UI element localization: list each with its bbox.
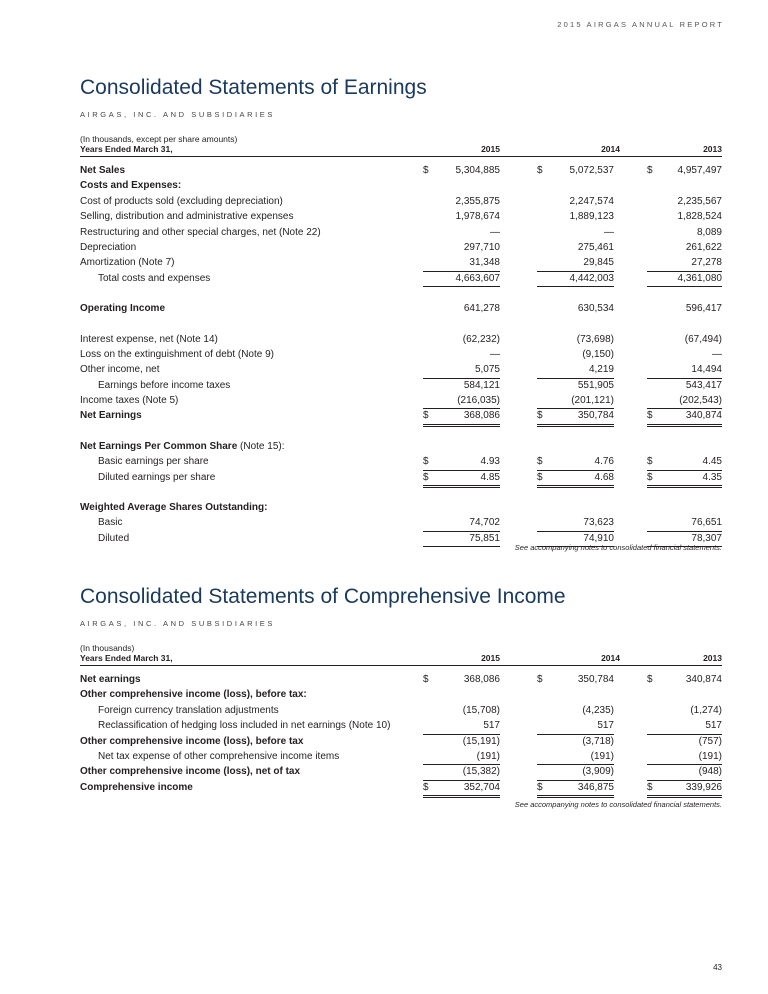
dollar-sign: $	[423, 165, 429, 176]
value-cell	[647, 194, 722, 209]
value-cell	[423, 255, 500, 271]
value-cell	[647, 362, 722, 378]
value-cell	[647, 255, 722, 271]
value-number: (9,150)	[582, 348, 614, 360]
value-number: 1,828,524	[677, 211, 722, 223]
diluted-eps-row	[80, 470, 722, 485]
value-number: 2,355,875	[455, 195, 500, 207]
value-cell	[423, 209, 500, 224]
value-cell	[537, 347, 614, 362]
year-2015: 2015	[481, 653, 500, 663]
value-number: 5,075	[474, 364, 500, 376]
income-taxes-row	[80, 393, 722, 408]
row-label: Selling, distribution and administrative expenses	[80, 211, 294, 223]
earnings-note: See accompanying notes to consolidated financial statements.	[514, 543, 722, 552]
value-number: 641,278	[463, 303, 500, 315]
value-number: 4.85	[480, 471, 500, 483]
value-number: 352,704	[463, 781, 500, 793]
value-number: (191)	[476, 750, 500, 762]
hedging-row	[80, 718, 722, 733]
value-number: —	[604, 226, 614, 238]
value-cell	[423, 271, 500, 287]
row-label: Interest expense, net (Note 14)	[80, 333, 218, 345]
oci-header-row	[80, 687, 722, 702]
comprehensive-rows	[80, 672, 722, 795]
ci-net-earnings-row	[80, 672, 722, 687]
value-number: 31,348	[469, 257, 500, 269]
total-costs-row	[80, 271, 722, 286]
value-cell	[423, 408, 500, 426]
row-label: Operating Income	[80, 303, 166, 315]
value-cell	[647, 271, 722, 287]
value-number: 297,710	[463, 241, 500, 253]
value-number: 350,784	[577, 410, 614, 422]
row-label: Amortization (Note 7)	[80, 257, 175, 269]
dollar-sign: $	[537, 781, 543, 793]
row-label: Basic earnings per share	[98, 456, 209, 468]
value-cell	[537, 255, 614, 271]
value-cell	[423, 225, 500, 240]
value-number: 27,278	[691, 257, 722, 269]
value-number: 8,089	[696, 226, 722, 238]
ebt-row	[80, 378, 722, 393]
row-label: Net earnings	[80, 674, 141, 685]
value-cell	[423, 734, 500, 749]
value-cell	[423, 393, 500, 409]
value-cell	[647, 240, 722, 255]
value-cell	[647, 408, 722, 426]
value-number: 1,978,674	[455, 211, 500, 223]
value-cell	[423, 163, 500, 178]
dollar-sign: $	[423, 781, 429, 793]
earnings-rows	[80, 163, 722, 546]
value-cell	[537, 301, 614, 316]
value-number: 14,494	[691, 364, 722, 376]
value-number: 261,622	[685, 241, 722, 253]
value-cell	[537, 408, 614, 426]
shares-header-row	[80, 500, 722, 515]
value-cell	[647, 718, 722, 734]
value-number: 584,121	[463, 379, 500, 391]
value-cell	[537, 749, 614, 765]
row-label: Depreciation	[80, 241, 137, 253]
selling-row	[80, 209, 722, 224]
years-label: Years Ended March 31,	[80, 653, 173, 663]
row-label: Comprehensive income	[80, 781, 193, 793]
value-cell	[647, 734, 722, 749]
value-number: (1,274)	[690, 704, 722, 716]
value-cell	[647, 780, 722, 798]
eps-header-bold: Net Earnings Per Common Share	[80, 440, 238, 452]
value-number: (4,235)	[582, 704, 614, 716]
earnings-column-header	[80, 144, 722, 157]
year-2013: 2013	[703, 653, 722, 663]
row-label: Other comprehensive income (loss), net of tax	[80, 766, 301, 778]
value-number: 4,957,497	[677, 165, 722, 176]
value-number: (15,191)	[462, 735, 500, 747]
row-label: Restructuring and other special charges, net (Note 22)	[80, 226, 321, 238]
value-number: 75,851	[469, 532, 500, 544]
value-cell	[537, 764, 614, 780]
value-number: 350,784	[577, 674, 614, 685]
value-cell	[647, 301, 722, 316]
year-2014: 2014	[601, 653, 620, 663]
row-label: Weighted Average Shares Outstanding:	[80, 502, 268, 514]
value-number: 543,417	[685, 379, 722, 391]
comprehensive-column-header	[80, 653, 722, 666]
dollar-sign: $	[537, 410, 543, 422]
year-2015: 2015	[481, 144, 500, 154]
value-number: (73,698)	[576, 333, 614, 345]
value-number: (201,121)	[571, 395, 614, 407]
value-number: 2,247,574	[569, 195, 614, 207]
row-label: Income taxes (Note 5)	[80, 395, 179, 407]
year-2013: 2013	[703, 144, 722, 154]
value-number: (202,543)	[679, 395, 722, 407]
value-number: 4,219	[588, 364, 614, 376]
value-cell	[537, 393, 614, 409]
row-label: Costs and Expenses:	[80, 180, 182, 192]
value-number: 368,086	[463, 674, 500, 685]
dollar-sign: $	[423, 410, 429, 422]
row-label: Net Earnings	[80, 410, 142, 422]
dollar-sign: $	[537, 674, 543, 685]
value-number: 275,461	[577, 241, 614, 253]
earnings-subtitle: AIRGAS, INC. AND SUBSIDIARIES	[80, 110, 276, 119]
tax-expense-row	[80, 749, 722, 764]
restructuring-row	[80, 225, 722, 240]
value-number: (3,909)	[582, 766, 614, 778]
row-label	[80, 439, 285, 454]
row-label: Foreign currency translation adjustments	[98, 704, 279, 716]
dollar-sign: $	[647, 674, 653, 685]
value-number: 517	[483, 720, 500, 732]
dollar-sign: $	[647, 410, 653, 422]
value-cell	[537, 378, 614, 393]
value-cell	[647, 454, 722, 470]
value-cell	[537, 225, 614, 240]
value-cell	[647, 163, 722, 178]
value-cell	[423, 749, 500, 765]
row-label: Basic	[98, 517, 123, 529]
interest-row	[80, 332, 722, 347]
value-cell	[423, 378, 500, 393]
dollar-sign: $	[537, 165, 543, 176]
fx-row	[80, 703, 722, 718]
value-cell	[423, 718, 500, 734]
basic-shares-row	[80, 515, 722, 530]
value-number: —	[490, 226, 500, 238]
value-cell	[537, 703, 614, 718]
value-number: (15,708)	[462, 704, 500, 716]
value-number: 340,874	[685, 674, 722, 685]
value-number: 4.93	[480, 456, 500, 468]
value-number: (191)	[698, 750, 722, 762]
eps-header-row	[80, 439, 722, 454]
earnings-title: Consolidated Statements of Earnings	[80, 76, 427, 99]
value-number: 74,910	[583, 532, 614, 544]
dollar-sign: $	[537, 456, 543, 468]
value-cell	[647, 209, 722, 224]
comprehensive-note: See accompanying notes to consolidated financial statements.	[514, 800, 722, 809]
value-number: 74,702	[469, 517, 500, 529]
value-cell	[423, 194, 500, 209]
value-cell	[423, 470, 500, 488]
net-earnings-row	[80, 408, 722, 423]
value-number: (757)	[698, 735, 722, 747]
value-number: 340,874	[685, 410, 722, 422]
oci-before-tax-row	[80, 734, 722, 749]
value-cell	[647, 470, 722, 488]
value-number: 1,889,123	[569, 211, 614, 223]
row-label: Diluted earnings per share	[98, 471, 216, 483]
value-cell	[423, 362, 500, 378]
value-number: 517	[705, 720, 722, 732]
value-number: 5,072,537	[569, 165, 614, 176]
costs-header-row	[80, 178, 722, 193]
value-cell	[647, 703, 722, 718]
value-number: 29,845	[583, 257, 614, 269]
value-cell	[647, 764, 722, 780]
comprehensive-title: Consolidated Statements of Comprehensive Income	[80, 585, 566, 608]
value-cell	[537, 332, 614, 347]
value-number: (191)	[590, 750, 614, 762]
value-number: (948)	[698, 766, 722, 778]
row-label: Loss on the extinguishment of debt (Note 9)	[80, 348, 275, 360]
comprehensive-statement	[80, 585, 722, 795]
value-number: 4,663,607	[455, 272, 500, 284]
dollar-sign: $	[647, 781, 653, 793]
value-cell	[423, 764, 500, 780]
value-number: 551,905	[577, 379, 614, 391]
row-label: Other income, net	[80, 364, 160, 376]
operating-income-row	[80, 301, 722, 316]
value-number: 4,442,003	[569, 272, 614, 284]
value-cell	[537, 240, 614, 255]
dollar-sign: $	[647, 471, 653, 483]
row-label: Net tax expense of other comprehensive income items	[98, 750, 340, 762]
value-cell	[537, 515, 614, 531]
value-number: 2,235,567	[677, 195, 722, 207]
value-cell	[537, 271, 614, 287]
value-number: 78,307	[691, 532, 722, 544]
value-number: 4,361,080	[677, 272, 722, 284]
row-label: Net Sales	[80, 165, 126, 176]
value-cell	[647, 393, 722, 409]
value-number: (15,382)	[462, 766, 500, 778]
comprehensive-units: (In thousands)	[80, 643, 135, 653]
value-number: 630,534	[577, 303, 614, 315]
dollar-sign: $	[647, 456, 653, 468]
eps-header-rest: (Note 15):	[237, 440, 285, 452]
value-cell	[423, 332, 500, 347]
value-cell	[537, 718, 614, 734]
value-number: (62,232)	[462, 333, 500, 345]
row-label: Other comprehensive income (loss), before tax:	[80, 689, 307, 701]
value-cell	[423, 531, 500, 547]
value-number: (216,035)	[457, 395, 500, 407]
row-label: Other comprehensive income (loss), before tax	[80, 735, 304, 747]
oci-net-row	[80, 764, 722, 779]
amortization-row	[80, 255, 722, 270]
value-number: 4.35	[702, 471, 722, 483]
value-cell	[537, 362, 614, 378]
value-cell	[423, 240, 500, 255]
row-label: Total costs and expenses	[98, 272, 211, 284]
dollar-sign: $	[423, 674, 429, 685]
value-cell	[647, 347, 722, 362]
cost-of-products-row	[80, 194, 722, 209]
value-cell	[647, 378, 722, 393]
value-cell	[647, 332, 722, 347]
value-cell	[647, 515, 722, 531]
value-cell	[537, 672, 614, 687]
value-cell	[537, 454, 614, 470]
row-label: Diluted	[98, 532, 130, 544]
value-cell	[537, 734, 614, 749]
value-number: 4.76	[594, 456, 614, 468]
row-label: Earnings before income taxes	[98, 379, 231, 391]
loss-debt-row	[80, 347, 722, 362]
basic-eps-row	[80, 454, 722, 469]
value-number: (67,494)	[684, 333, 722, 345]
earnings-statement	[80, 76, 722, 546]
value-cell	[423, 703, 500, 718]
row-label: Cost of products sold (excluding depreciation)	[80, 195, 283, 207]
years-label: Years Ended March 31,	[80, 144, 173, 154]
value-cell	[423, 454, 500, 470]
earnings-units: (In thousands, except per share amounts)	[80, 134, 238, 144]
value-number: 76,651	[691, 517, 722, 529]
net-sales-row	[80, 163, 722, 178]
report-header: 2015 AIRGAS ANNUAL REPORT	[557, 20, 724, 29]
value-cell	[423, 672, 500, 687]
value-number: 4.45	[702, 456, 722, 468]
value-number: 346,875	[577, 781, 614, 793]
comprehensive-subtitle: AIRGAS, INC. AND SUBSIDIARIES	[80, 619, 276, 628]
value-cell	[537, 780, 614, 798]
value-cell	[423, 301, 500, 316]
value-cell	[537, 163, 614, 178]
value-cell	[537, 209, 614, 224]
dollar-sign: $	[537, 471, 543, 483]
value-cell	[423, 780, 500, 798]
year-2014: 2014	[601, 144, 620, 154]
value-number: 368,086	[463, 410, 500, 422]
value-number: 517	[597, 720, 614, 732]
page-number: 43	[713, 963, 722, 972]
value-number: 596,417	[685, 303, 722, 315]
value-cell	[647, 749, 722, 765]
value-number: —	[490, 348, 500, 360]
value-cell	[423, 347, 500, 362]
value-number: 4.68	[594, 471, 614, 483]
dollar-sign: $	[423, 471, 429, 483]
row-label: Reclassification of hedging loss included in net earnings (Note 10)	[98, 720, 391, 732]
value-cell	[537, 470, 614, 488]
value-cell	[537, 194, 614, 209]
value-number: 5,304,885	[455, 165, 500, 176]
depreciation-row	[80, 240, 722, 255]
dollar-sign: $	[423, 456, 429, 468]
value-number: (3,718)	[582, 735, 614, 747]
other-income-row	[80, 362, 722, 377]
value-number: 73,623	[583, 517, 614, 529]
value-cell	[647, 225, 722, 240]
comprehensive-income-row	[80, 780, 722, 795]
value-number: —	[712, 348, 722, 360]
value-cell	[647, 672, 722, 687]
dollar-sign: $	[647, 165, 653, 176]
value-number: 339,926	[685, 781, 722, 793]
value-cell	[423, 515, 500, 531]
